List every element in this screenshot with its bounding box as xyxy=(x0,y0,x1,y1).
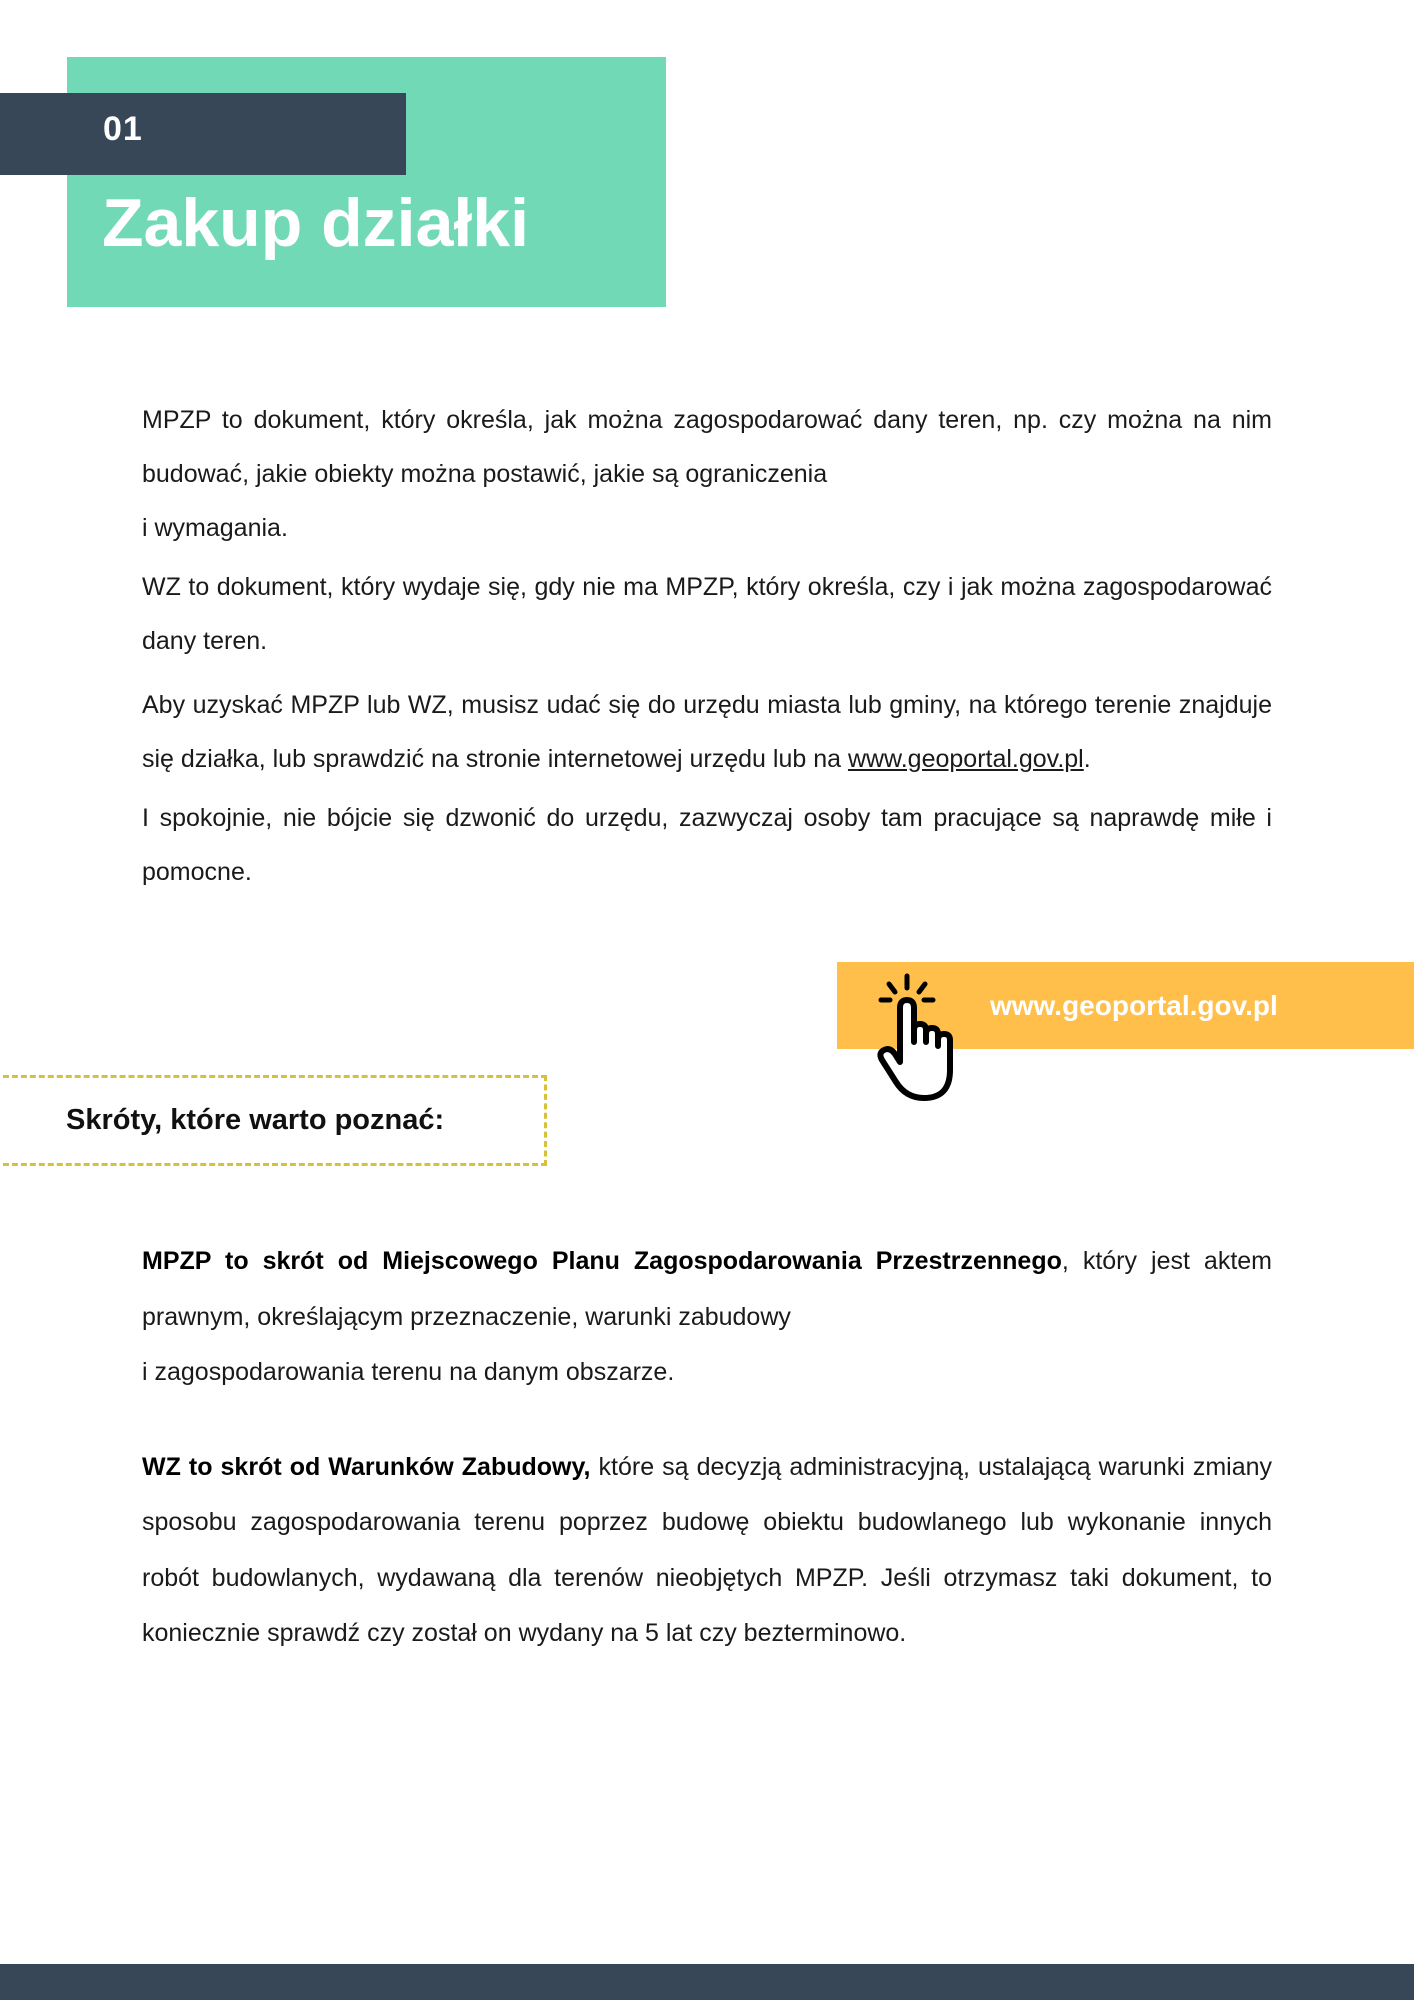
geoportal-link[interactable]: www.geoportal.gov.pl xyxy=(847,745,1084,773)
pointer-hand-icon xyxy=(870,970,970,1105)
chapter-band xyxy=(0,93,406,175)
shortcuts-heading: Skróty, które warto poznać: xyxy=(66,1104,445,1136)
chapter-number: 01 xyxy=(103,110,143,148)
intro-paragraph-3: Aby uzyskać MPZP lub WZ, musisz udać się do urzędu miasta lub gminy, na którego terenie znajduje się działka, lub sprawdzić na stronie internetowej urzędu lub na www.geoportal.gov.pl. xyxy=(142,691,1272,773)
intro-paragraph-4: I spokojnie, nie bójcie się dzwonić do urzędu, zazwyczaj osoby tam pracujące są naprawdę miłe i pomocne. xyxy=(142,804,1272,886)
intro-paragraph-2: WZ to dokument, który wydaje się, gdy nie ma MPZP, który określa, czy i jak można zagospodarować dany teren. xyxy=(142,573,1272,655)
intro-section xyxy=(142,393,1272,899)
definition-mpzp: MPZP to skrót od Miejscowego Planu Zagospodarowania Przestrzennego, który jest aktem prawnym, określającym przeznaczenie, warunki zabudowy i zagospodarowania terenu na danym obszarze. xyxy=(142,1247,1272,1386)
definitions-section xyxy=(142,1234,1272,1662)
intro-paragraph-1: MPZP to dokument, który określa, jak można zagospodarować dany teren, np. czy można na nim budować, jakie obiekty można postawić, jakie są ograniczenia i wymagania. xyxy=(142,406,1272,542)
footer-bar xyxy=(0,1964,1414,2000)
page-title: Zakup działki xyxy=(102,185,529,261)
geoportal-callout-url[interactable]: www.geoportal.gov.pl xyxy=(990,990,1278,1021)
definition-wz: WZ to skrót od Warunków Zabudowy, które są decyzją administracyjną, ustalającą warunki zmiany sposobu zagospodarowania terenu poprzez budowę obiektu budowlanego lub wykonanie innych robót budowlanych, wydawaną dla terenów nieobjętych MPZP. Jeśli otrzymasz taki dokument, to koniecznie sprawdź czy został on wydany na 5 lat czy bezterminowo. xyxy=(142,1452,1273,1647)
